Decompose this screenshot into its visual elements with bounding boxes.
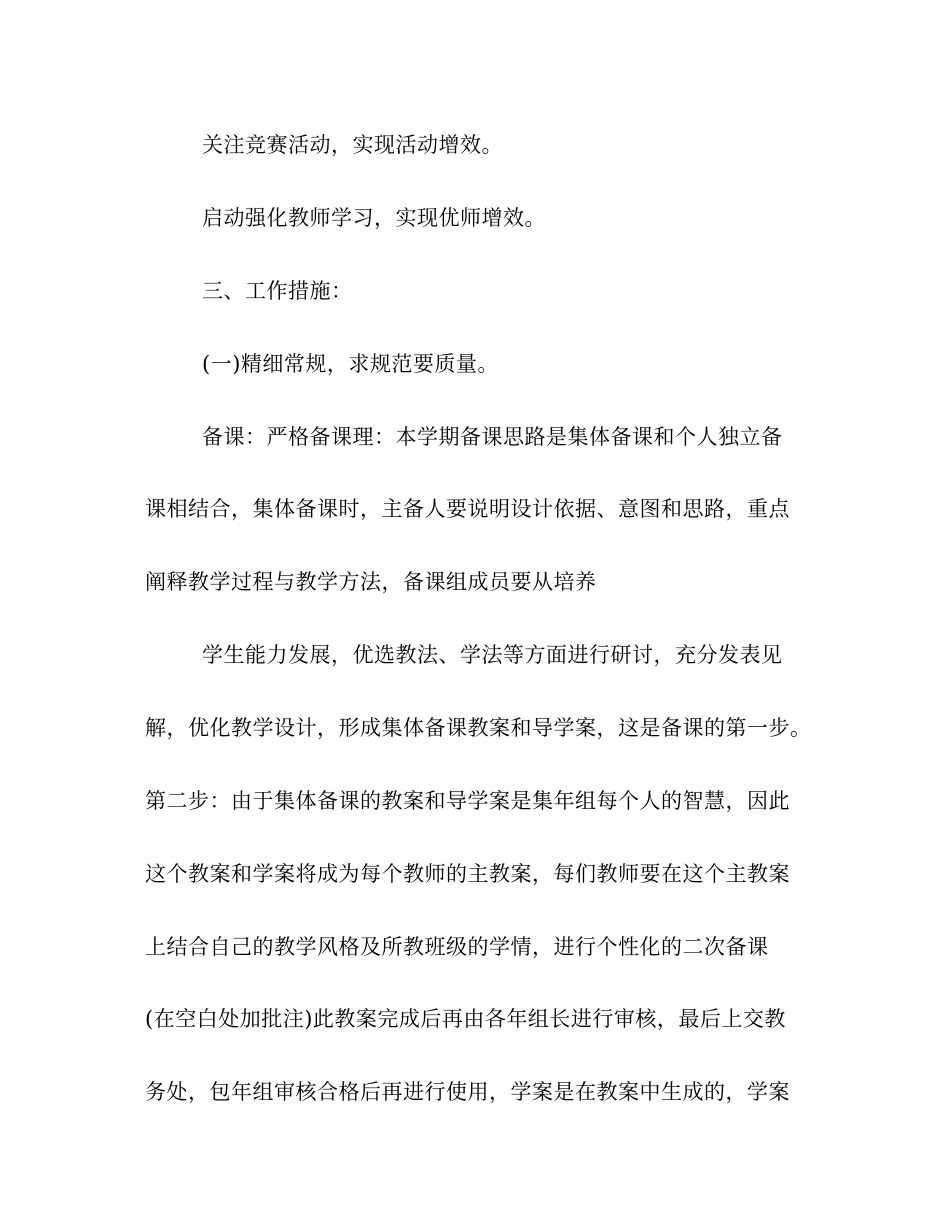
paragraph-line: 第二步：由于集体备课的教案和导学案是集年组每个人的智慧，因此 — [145, 789, 790, 813]
subsection-heading: (一)精细常规，求规范要质量。 — [202, 352, 499, 376]
paragraph-line: 关注竞赛活动，实现活动增效。 — [202, 133, 503, 157]
paragraph-line: 这个教案和学案将成为每个教师的主教案，每们教师要在这个主教案 — [145, 862, 790, 886]
section-heading: 三、工作措施： — [202, 279, 353, 303]
paragraph-line: 学生能力发展，优选教法、学法等方面进行研讨，充分发表见 — [202, 643, 783, 667]
paragraph-line: 阐释教学过程与教学方法，备课组成员要从培养 — [145, 570, 597, 594]
paragraph-line: 启动强化教师学习，实现优师增效。 — [202, 206, 546, 230]
paragraph-line: 务处，包年组审核合格后再进行使用，学案是在教案中生成的，学案 — [145, 1080, 790, 1104]
paragraph-line: 课相结合，集体备课时，主备人要说明设计依据、意图和思路，重点 — [145, 497, 790, 521]
paragraph-line: (在空白处加批注)此教案完成后再由各年组长进行审核，最后上交教 — [145, 1007, 786, 1031]
paragraph-line: 上结合自己的教学风格及所教班级的学情，进行个性化的二次备课 — [145, 935, 769, 959]
paragraph-line: 解，优化教学设计，形成集体备课教案和导学案，这是备课的第一步。 — [145, 716, 812, 740]
paragraph-line: 备课：严格备课理：本学期备课思路是集体备课和个人独立备 — [202, 425, 783, 449]
